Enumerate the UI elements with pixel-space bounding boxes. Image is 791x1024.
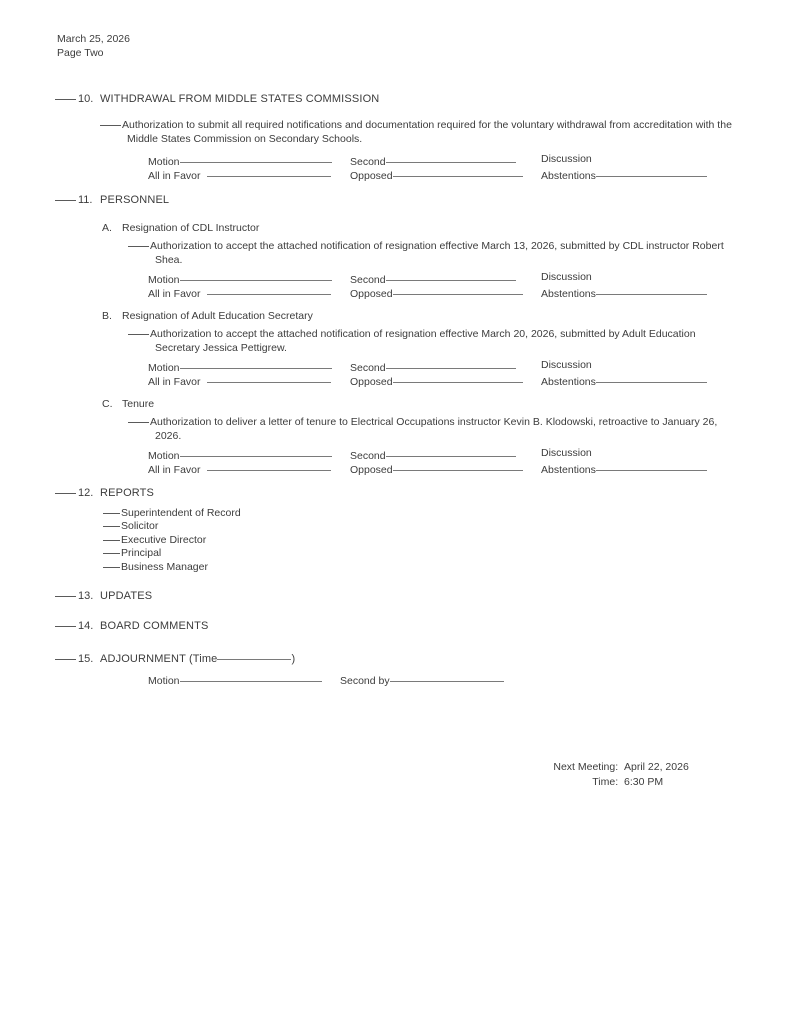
- opposed-blank[interactable]: [393, 373, 523, 383]
- item-11b-authorization-text: Authorization to accept the attached notification of resignation effective March 20, 2026, submitted by Adult Education Secretary Jessica Pettigrew.: [150, 328, 696, 354]
- report-label: Business Manager: [121, 560, 208, 573]
- opposed-label: Opposed: [350, 288, 393, 300]
- opposed-label: Opposed: [350, 376, 393, 388]
- item-11c-authorization-blank[interactable]: [128, 422, 149, 423]
- all-in-favor-field: [148, 285, 331, 300]
- all-in-favor-label: All in Favor: [148, 288, 201, 300]
- time-value: 6:30 PM: [624, 775, 664, 788]
- item-14-number: 14.: [78, 620, 94, 632]
- item-14-title: BOARD COMMENTS: [100, 620, 209, 632]
- report-blank[interactable]: [103, 540, 120, 541]
- item-11b-authorization-blank[interactable]: [128, 334, 149, 335]
- report-label: Solicitor: [121, 520, 159, 533]
- report-blank[interactable]: [103, 513, 120, 514]
- opposed-field: [350, 285, 523, 300]
- opposed-field: [350, 373, 523, 388]
- all-in-favor-blank[interactable]: [207, 285, 331, 295]
- item-11-title: PERSONNEL: [100, 194, 170, 206]
- item-11b-letter: B.: [102, 310, 112, 322]
- list-item[interactable]: [103, 534, 241, 547]
- abstentions-field: [541, 373, 707, 388]
- header-page-label: Page Two: [57, 47, 104, 59]
- report-label: Executive Director: [121, 533, 207, 546]
- motion-blank[interactable]: [180, 359, 332, 369]
- opposed-field: [350, 461, 523, 476]
- all-in-favor-field: [148, 167, 331, 182]
- item-10-number: 10.: [78, 93, 94, 105]
- second-label: Second: [350, 362, 386, 374]
- item-10-authorization-text: Authorization to submit all required notifications and documentation required for the voluntary withdrawal from accreditation with the Middle States Commission on Secondary Schools.: [122, 119, 732, 145]
- item-15-heading: [55, 650, 295, 665]
- discussion-field: [541, 447, 592, 459]
- report-label: Principal: [121, 547, 162, 560]
- item-13-title: UPDATES: [100, 590, 153, 602]
- motion-field: [148, 271, 332, 286]
- discussion-label: Discussion: [541, 153, 592, 165]
- header-date: March 25, 2026: [57, 33, 130, 45]
- item-12-number: 12.: [78, 487, 94, 499]
- report-label: Superintendent of Record: [121, 507, 241, 519]
- item-11b-authorization: [128, 328, 740, 355]
- discussion-field: [541, 153, 592, 165]
- motion-label: Motion: [148, 450, 180, 462]
- all-in-favor-blank[interactable]: [207, 167, 331, 177]
- all-in-favor-label: All in Favor: [148, 170, 201, 182]
- item-10-heading: [55, 93, 379, 105]
- motion-field: [148, 359, 332, 374]
- item-11a-heading: [102, 222, 259, 234]
- motion-label: Motion: [148, 274, 180, 286]
- abstentions-blank[interactable]: [596, 285, 707, 295]
- motion-field: [148, 447, 332, 462]
- adjourn-second-by-label: Second by: [340, 675, 390, 687]
- item-12-checkbox-blank[interactable]: [55, 493, 76, 494]
- opposed-blank[interactable]: [393, 167, 523, 177]
- second-label: Second: [350, 450, 386, 462]
- abstentions-label: Abstentions: [541, 170, 596, 182]
- list-item[interactable]: [103, 561, 241, 574]
- abstentions-blank[interactable]: [596, 461, 707, 471]
- item-14-checkbox-blank[interactable]: [55, 626, 76, 627]
- item-13-number: 13.: [78, 590, 94, 602]
- motion-label: Motion: [148, 362, 180, 374]
- abstentions-field: [541, 167, 707, 182]
- item-12-title: REPORTS: [100, 487, 155, 499]
- abstentions-blank[interactable]: [596, 373, 707, 383]
- item-11-heading: [55, 194, 169, 206]
- second-field: [350, 359, 516, 374]
- list-item[interactable]: [103, 507, 241, 520]
- next-meeting-date: April 22, 2026: [624, 761, 689, 773]
- discussion-label: Discussion: [541, 271, 592, 283]
- report-blank[interactable]: [103, 553, 120, 554]
- all-in-favor-field: [148, 373, 331, 388]
- item-11-number: 11.: [78, 194, 93, 206]
- all-in-favor-field: [148, 461, 331, 476]
- item-11c-authorization: [128, 416, 743, 443]
- adjourn-motion-field: [148, 672, 322, 687]
- abstentions-label: Abstentions: [541, 288, 596, 300]
- motion-blank[interactable]: [180, 153, 332, 163]
- second-field: [350, 153, 516, 168]
- item-10-title: WITHDRAWAL FROM MIDDLE STATES COMMISSION: [100, 93, 380, 105]
- opposed-blank[interactable]: [393, 285, 523, 295]
- item-11c-heading: [102, 398, 154, 410]
- item-12-report-list: [103, 507, 241, 574]
- second-blank[interactable]: [386, 447, 516, 457]
- second-label: Second: [350, 156, 386, 168]
- item-12-heading: [55, 487, 154, 499]
- item-13-heading: [55, 590, 152, 602]
- adjourn-second-by-blank[interactable]: [390, 672, 504, 682]
- motion-blank[interactable]: [180, 271, 332, 281]
- second-blank[interactable]: [386, 359, 516, 369]
- document-header: [57, 32, 130, 60]
- opposed-label: Opposed: [350, 464, 393, 476]
- report-blank[interactable]: [103, 526, 120, 527]
- adjournment-time-blank[interactable]: [217, 650, 291, 660]
- item-10-authorization: [100, 119, 739, 146]
- discussion-label: Discussion: [541, 359, 592, 371]
- next-meeting-label: Next Meeting:: [553, 761, 619, 773]
- all-in-favor-blank[interactable]: [207, 373, 331, 383]
- motion-blank[interactable]: [180, 447, 332, 457]
- item-14-heading: [55, 620, 208, 632]
- opposed-field: [350, 167, 523, 182]
- item-11a-authorization-text: Authorization to accept the attached notification of resignation effective March 13, 2026, submitted by CDL instructor Robert Shea.: [150, 240, 724, 266]
- item-11c-letter: C.: [102, 398, 113, 410]
- all-in-favor-blank[interactable]: [207, 461, 331, 471]
- item-10-authorization-blank[interactable]: [100, 125, 121, 126]
- item-11a-authorization-blank[interactable]: [128, 246, 149, 247]
- item-15-checkbox-blank[interactable]: [55, 659, 76, 660]
- item-11b-heading: [102, 310, 313, 322]
- item-10-checkbox-blank[interactable]: [55, 99, 76, 100]
- second-field: [350, 271, 516, 286]
- second-blank[interactable]: [386, 271, 516, 281]
- all-in-favor-label: All in Favor: [148, 464, 201, 476]
- motion-field: [148, 153, 332, 168]
- item-11-checkbox-blank[interactable]: [55, 200, 76, 201]
- item-13-checkbox-blank[interactable]: [55, 596, 76, 597]
- motion-label: Motion: [148, 156, 180, 168]
- next-meeting-row: [400, 760, 710, 775]
- next-meeting-time-row: [400, 775, 710, 790]
- abstentions-blank[interactable]: [596, 167, 707, 177]
- item-11c-authorization-text: Authorization to deliver a letter of tenure to Electrical Occupations instructor Kevin B. Klodowski, retroactive to January 26, 2026.: [150, 416, 718, 442]
- item-11a-authorization: [128, 240, 740, 267]
- item-15-title-suffix: ): [291, 653, 296, 665]
- discussion-label: Discussion: [541, 447, 592, 459]
- list-item[interactable]: [103, 520, 241, 533]
- discussion-field: [541, 271, 592, 283]
- adjourn-motion-blank[interactable]: [180, 672, 322, 682]
- abstentions-field: [541, 461, 707, 476]
- second-label: Second: [350, 274, 386, 286]
- abstentions-label: Abstentions: [541, 464, 596, 476]
- second-field: [350, 447, 516, 462]
- discussion-field: [541, 359, 592, 371]
- second-blank[interactable]: [386, 153, 516, 163]
- item-11a-title: Resignation of CDL Instructor: [122, 222, 260, 234]
- next-meeting-footer: [400, 760, 710, 789]
- adjourn-second-by-field: [340, 672, 504, 687]
- item-11a-letter: A.: [102, 222, 112, 234]
- item-11c-title: Tenure: [122, 398, 155, 410]
- item-15-title-prefix: ADJOURNMENT (Time: [100, 653, 218, 665]
- list-item[interactable]: [103, 547, 241, 560]
- abstentions-field: [541, 285, 707, 300]
- opposed-label: Opposed: [350, 170, 393, 182]
- abstentions-label: Abstentions: [541, 376, 596, 388]
- adjourn-motion-label: Motion: [148, 675, 180, 687]
- item-11b-title: Resignation of Adult Education Secretary: [122, 310, 313, 322]
- report-blank[interactable]: [103, 567, 120, 568]
- time-label: Time:: [592, 775, 619, 788]
- item-15-number: 15.: [78, 653, 94, 665]
- all-in-favor-label: All in Favor: [148, 376, 201, 388]
- opposed-blank[interactable]: [393, 461, 523, 471]
